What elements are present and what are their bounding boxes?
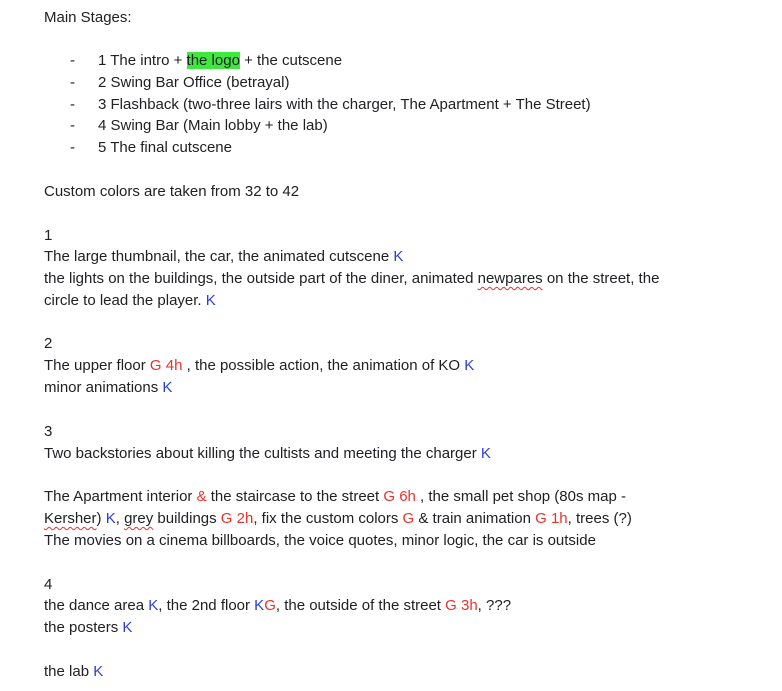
assignee-g: G (402, 510, 415, 527)
list-bullet: - (70, 139, 75, 156)
assignee-k: K (464, 357, 475, 374)
section-2-line: minor animations K (44, 379, 173, 396)
section-3-line: Two backstories about killing the cultists and meeting the charger K (44, 445, 491, 462)
section-3-line: The movies on a cinema billboards, the voice quotes, minor logic, the car is outside (44, 532, 596, 549)
section-4-line: the lab K (44, 663, 104, 680)
section-3-number: 3 (44, 423, 53, 440)
list-item: 2 Swing Bar Office (betrayal) (98, 74, 290, 91)
section-4-line: the posters K (44, 619, 133, 636)
section-1-line: The large thumbnail, the car, the animated cutscene K (44, 248, 404, 265)
assignee-g: G 4h (149, 357, 183, 374)
section-2-number: 2 (44, 335, 53, 352)
assignee-k: K (105, 510, 116, 527)
misspelled-word[interactable]: grey (124, 510, 154, 527)
ampersand-red: & (196, 488, 207, 505)
assignee-g: G (264, 597, 276, 614)
list-item: 3 Flashback (two-three lairs with the charger, The Apartment + The Street) (98, 96, 591, 113)
section-1-number: 1 (44, 227, 53, 244)
assignee-g: G 6h (383, 488, 416, 505)
assignee-k: K (254, 597, 265, 614)
misspelled-word[interactable]: Kersher (44, 510, 97, 527)
section-3-line: Kersher) K, grey buildings G 2h, fix the custom colors G & train animation G 1h, trees (?) (44, 510, 632, 527)
assignee-k: K (393, 248, 404, 265)
section-1-line: the lights on the buildings, the outside part of the diner, animated newpares on the street, the (44, 270, 660, 287)
assignee-k: K (480, 445, 491, 462)
list-item: 1 The intro + the logo + the cutscene (98, 52, 343, 69)
highlighted-text: the logo (186, 52, 240, 69)
misspelled-word[interactable]: newpares (477, 270, 543, 287)
section-4-line: the dance area K, the 2nd floor KG, the outside of the street G 3h, ??? (44, 597, 512, 614)
assignee-k: K (122, 619, 133, 636)
list-bullet: - (70, 117, 75, 134)
assignee-k: K (148, 597, 159, 614)
section-1-line: circle to lead the player. K (44, 292, 216, 309)
list-item: 4 Swing Bar (Main lobby + the lab) (98, 117, 328, 134)
section-3-line: The Apartment interior & the staircase to the street G 6h , the small pet shop (80s map - (44, 488, 626, 505)
assignee-g: G 3h (445, 597, 478, 614)
assignee-g: G 2h (220, 510, 254, 527)
list-item: 5 The final cutscene (98, 139, 232, 156)
list-bullet: - (70, 96, 75, 113)
list-bullet: - (70, 52, 75, 69)
list-bullet: - (70, 74, 75, 91)
assignee-k: K (93, 663, 104, 680)
assignee-g: G 1h (535, 510, 568, 527)
section-4-number: 4 (44, 576, 53, 593)
assignee-k: K (205, 292, 216, 309)
custom-colors-note: Custom colors are taken from 32 to 42 (44, 183, 300, 200)
main-stages-heading: Main Stages: (44, 9, 132, 26)
assignee-k: K (162, 379, 173, 396)
section-2-line: The upper floor G 4h , the possible action, the animation of KO K (44, 357, 475, 374)
